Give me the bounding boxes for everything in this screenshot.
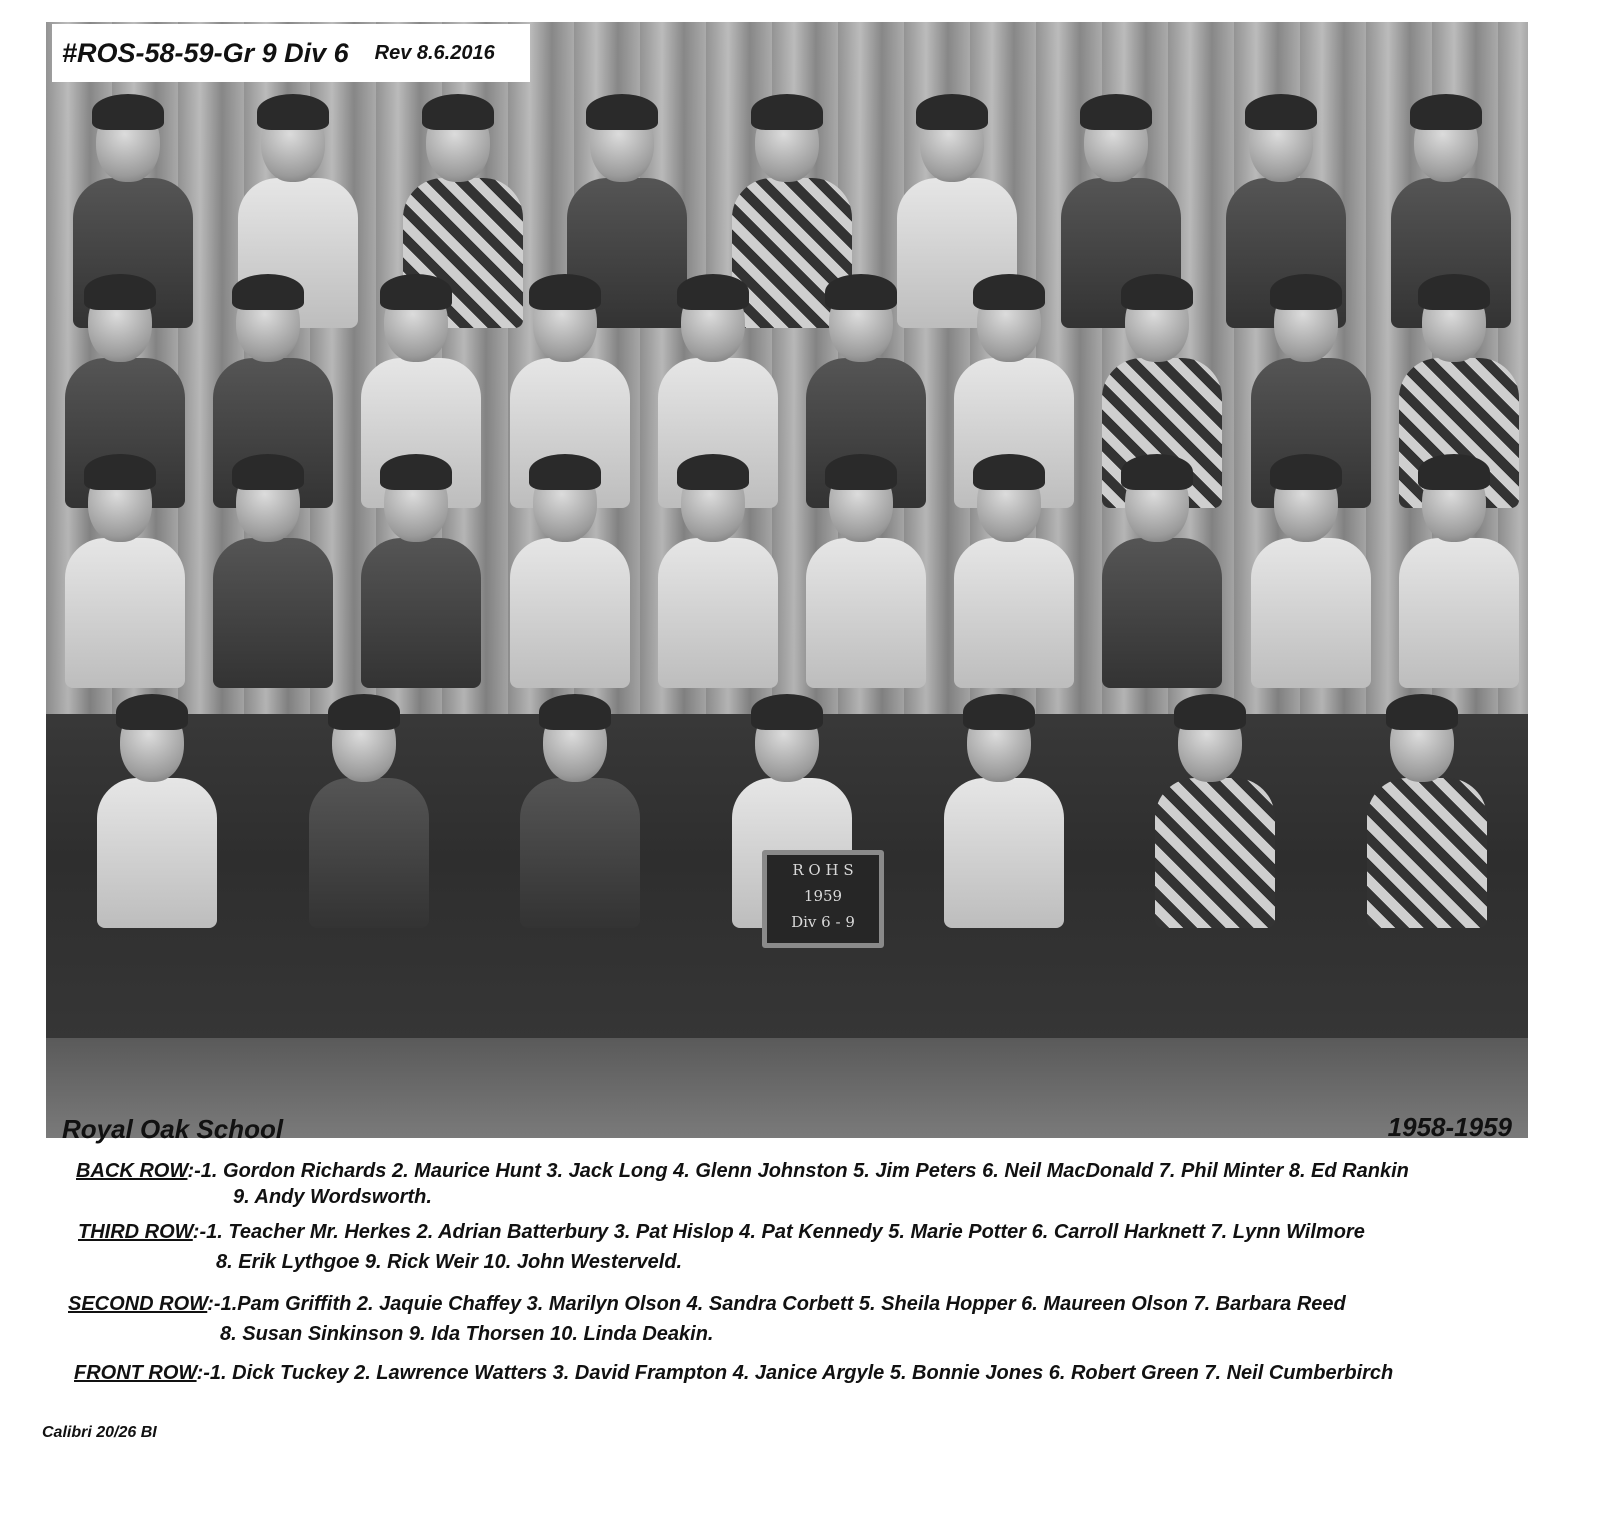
photo-id: #ROS-58-59-Gr 9 Div 6 xyxy=(62,37,349,68)
back-row-caption-cont xyxy=(233,1182,432,1212)
slate-line-2: 1959 xyxy=(803,887,843,905)
font-note: Calibri 20/26 BI xyxy=(42,1424,157,1441)
front-row-caption xyxy=(74,1358,1393,1388)
row-names-line1: 1.Pam Griffith 2. Jaquie Chaffey 3. Marilyn Olson 4. Sandra Corbett 5. Sheila Hopper 6. Maureen Olson 7. Barbara Reed xyxy=(220,1293,1346,1315)
class-photo xyxy=(46,22,1528,1138)
student-figure xyxy=(65,462,175,688)
third-row-caption xyxy=(78,1217,1365,1247)
student-figure xyxy=(510,462,620,688)
student-figure xyxy=(97,702,207,928)
student-figure xyxy=(806,462,916,688)
row-names-line1: 1. Gordon Richards 2. Maurice Hunt 3. Jack Long 4. Glenn Johnston 5. Jim Peters 6. Neil MacDonald 7. Phil Minter 8. Ed Rankin xyxy=(200,1160,1409,1182)
row-label: THIRD ROW xyxy=(78,1221,193,1243)
second-row-figures xyxy=(46,462,1528,688)
row-names-line2: 8. Susan Sinkinson 9. Ida Thorsen 10. Linda Deakin. xyxy=(220,1323,714,1345)
row-separator: :- xyxy=(196,1362,210,1384)
photo-id-tag xyxy=(52,24,530,82)
school-years: 1958-1959 xyxy=(1387,1112,1512,1142)
student-figure xyxy=(361,462,471,688)
slate-line-1: R O H S xyxy=(792,861,854,879)
row-names-line2: 9. Andy Wordsworth. xyxy=(233,1186,432,1208)
student-figure xyxy=(309,702,419,928)
row-names-line1: 1. Teacher Mr. Herkes 2. Adrian Batterbury 3. Pat Hislop 4. Pat Kennedy 5. Marie Potter 6. Carroll Harknett 7. Lynn Wilmore xyxy=(206,1221,1365,1243)
student-figure xyxy=(944,702,1054,928)
student-figure xyxy=(213,462,323,688)
student-figure xyxy=(1155,702,1265,928)
student-figure xyxy=(1102,462,1212,688)
slate-line-3: Div 6 - 9 xyxy=(791,913,855,931)
row-separator: :- xyxy=(207,1293,221,1315)
third-row-caption-cont xyxy=(216,1247,682,1277)
row-label: BACK ROW xyxy=(76,1160,188,1182)
row-separator: :- xyxy=(192,1221,207,1243)
student-figure xyxy=(520,702,630,928)
student-figure xyxy=(1251,462,1361,688)
second-row-caption xyxy=(68,1289,1346,1319)
row-names-line2: 8. Erik Lythgoe 9. Rick Weir 10. John Westerveld. xyxy=(216,1251,683,1273)
row-separator: :- xyxy=(187,1160,201,1182)
student-figure xyxy=(1399,462,1509,688)
student-figure xyxy=(1367,702,1477,928)
school-name: Royal Oak School xyxy=(62,1114,284,1144)
row-names-line1: 1. Dick Tuckey 2. Lawrence Watters 3. David Frampton 4. Janice Argyle 5. Bonnie Jones 6. Robert Green 7. Neil Cumberbirch xyxy=(209,1362,1394,1384)
row-label: SECOND ROW xyxy=(68,1293,208,1315)
chalkboard-slate xyxy=(762,850,884,948)
student-figure xyxy=(658,462,768,688)
second-row-caption-cont xyxy=(220,1319,713,1349)
row-label: FRONT ROW xyxy=(74,1362,197,1384)
revision-date: Rev 8.6.2016 xyxy=(374,41,495,64)
student-figure xyxy=(954,462,1064,688)
